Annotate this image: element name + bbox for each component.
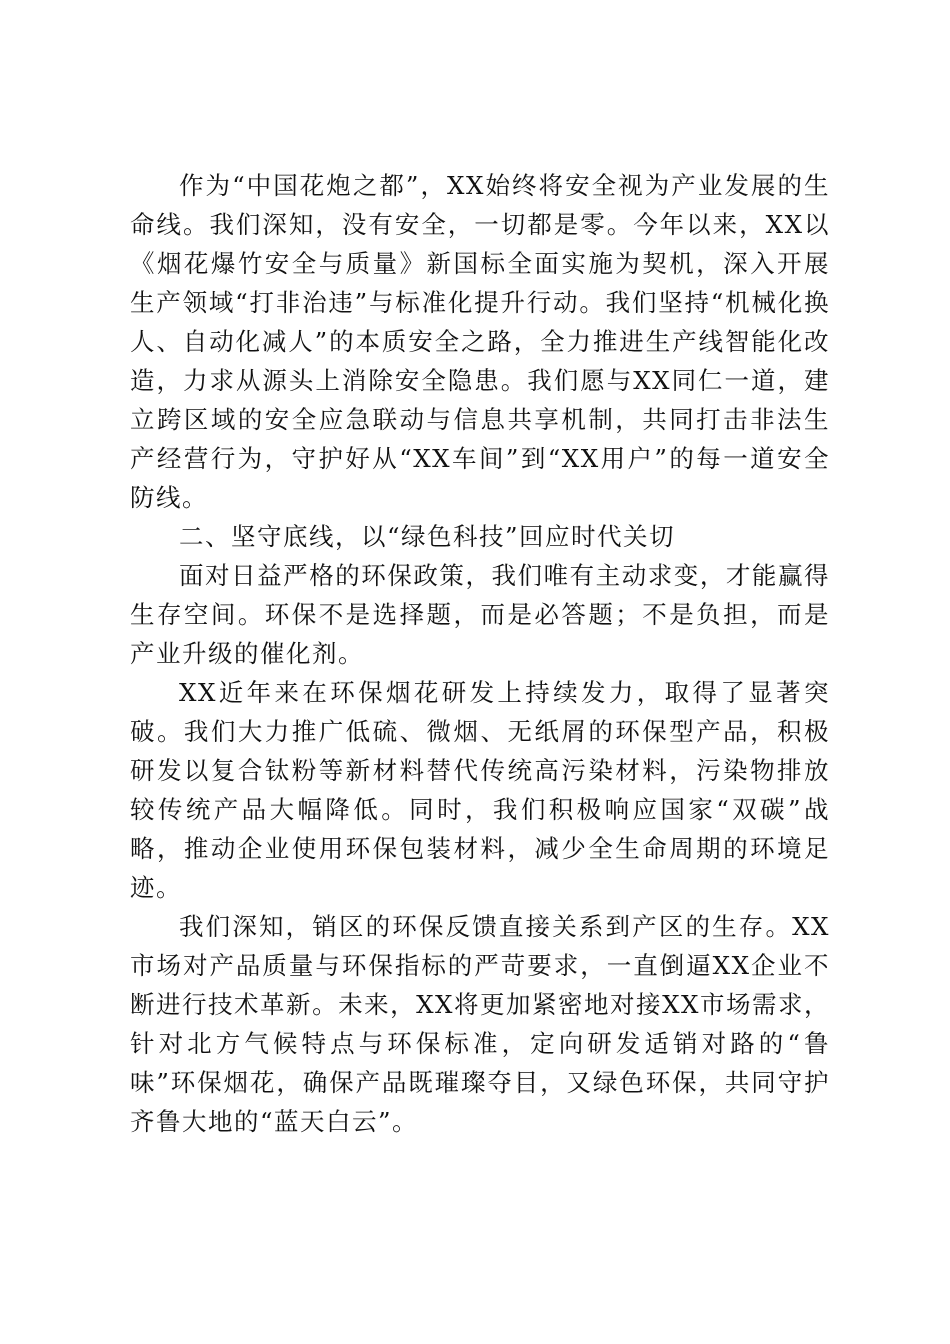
paragraph-safety: 作为“中国花炮之都”，XX始终将安全视为产业发展的生命线。我们深知，没有安全，一切都是零。今年以来，XX以《烟花爆竹安全与质量》新国标全面实施为契机，深入开展生产领域“打非治违”与标准化提升行动。我们坚持“机械化换人、自动化减人”的本质安全之路，全力推进生产线智能化改造，力求从源头上消除安全隐患。我们愿与XX同仁一道，建立跨区域的安全应急联动与信息共享机制，共同打击非法生产经营行为，守护好从“XX车间”到“XX用户”的每一道安全防线。 (130, 171, 830, 512)
paragraph-market-feedback: 我们深知，销区的环保反馈直接关系到产区的生存。XX市场对产品质量与环保指标的严苛要求，一直倒逼XX企业不断进行技术革新。未来，XX将更加紧密地对接XX市场需求，针对北方气候特点与环保标准，定向研发适销对路的“鲁味”环保烟花，确保产品既璀璨夺目，又绿色环保，共同守护齐鲁大地的“蓝天白云”。 (130, 912, 830, 1136)
document-body (130, 166, 830, 1141)
paragraph-eco-fireworks-rnd: XX近年来在环保烟花研发上持续发力，取得了显著突破。我们大力推广低硫、微烟、无纸屑的环保型产品，积极研发以复合钛粉等新材料替代传统高污染材料，污染物排放较传统产品大幅降低。同时，我们积极响应国家“双碳”战略，推动企业使用环保包装材料，减少全生命周期的环境足迹。 (130, 678, 830, 902)
section-heading-green-tech: 二、坚守底线，以“绿色科技”回应时代关切 (179, 522, 676, 551)
paragraph-environment-policy: 面对日益严格的环保政策，我们唯有主动求变，才能赢得生存空间。环保不是选择题，而是必答题；不是负担，而是产业升级的催化剂。 (130, 561, 830, 668)
